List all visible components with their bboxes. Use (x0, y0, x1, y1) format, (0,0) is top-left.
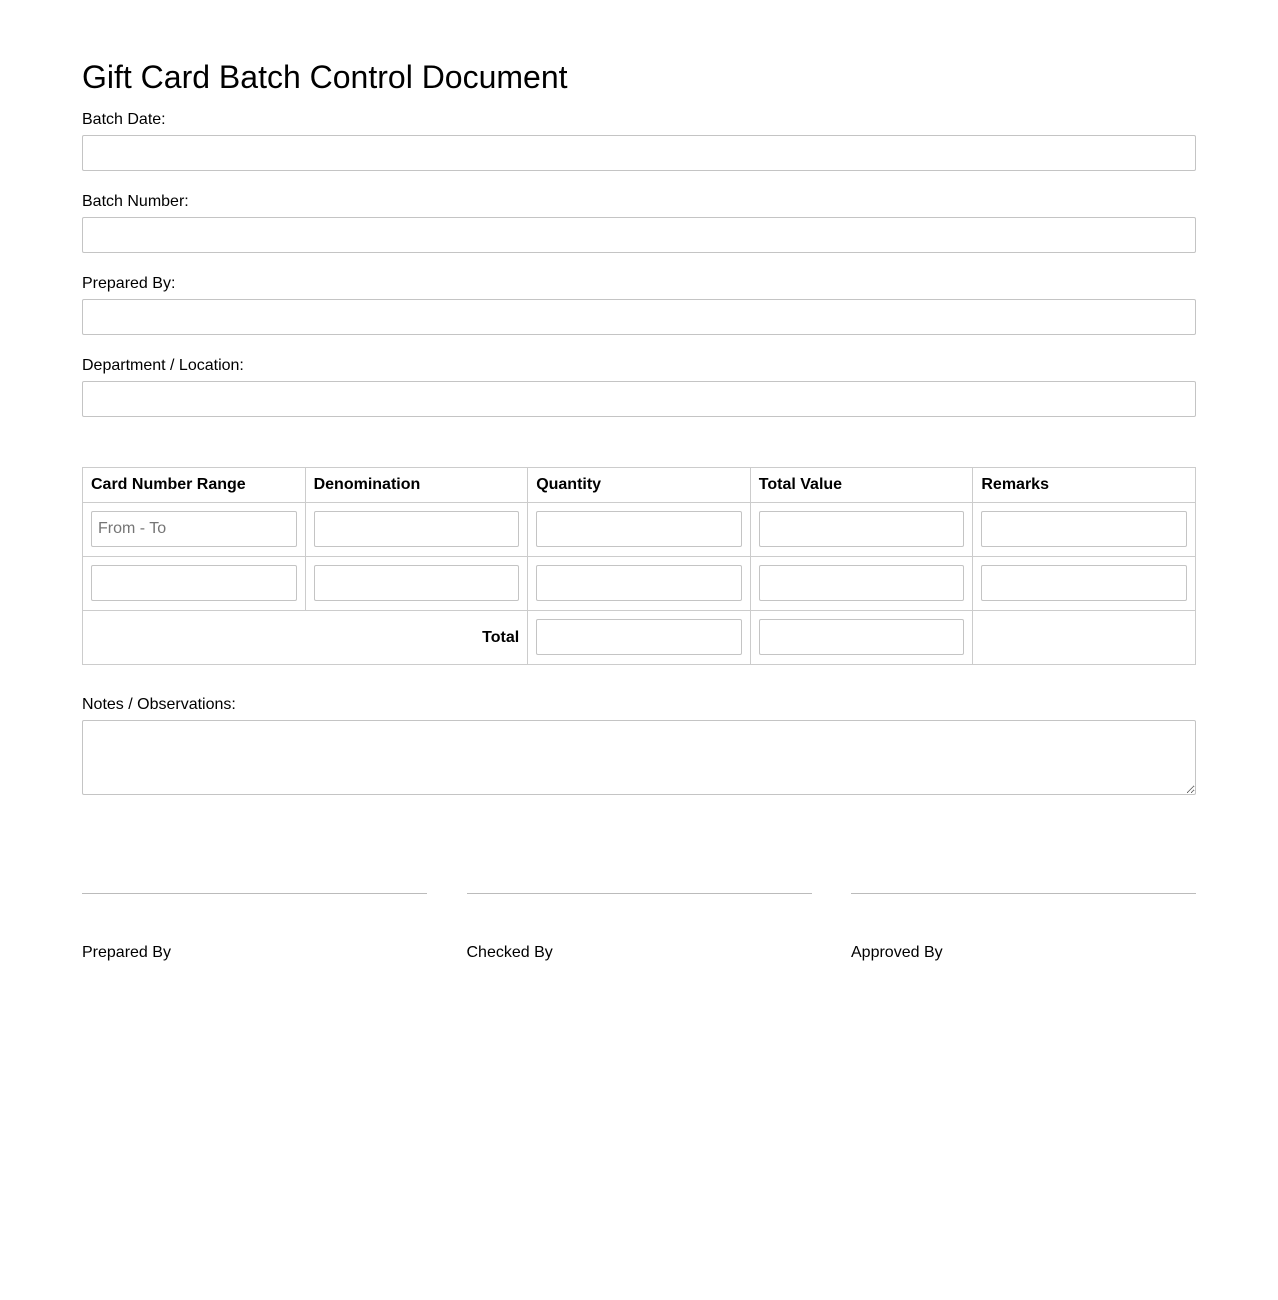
batch-date-group (82, 111, 1196, 171)
card-range-input[interactable] (91, 565, 297, 601)
table-cell (528, 503, 751, 557)
header-card-number-range: Card Number Range (83, 468, 306, 503)
batch-number-input[interactable] (82, 217, 1196, 253)
notes-label: Notes / Observations: (82, 696, 236, 713)
signature-label: Prepared By (82, 944, 171, 961)
table-total-row (83, 611, 1196, 665)
table-cell (750, 611, 973, 665)
card-range-input[interactable] (91, 511, 297, 547)
total-label: Total (83, 611, 528, 665)
signature-label: Checked By (466, 944, 553, 961)
table-cell (528, 557, 751, 611)
remarks-input[interactable] (981, 511, 1187, 547)
table-row (83, 503, 1196, 557)
total-value-input[interactable] (759, 565, 965, 601)
document-page (82, 0, 1196, 962)
batch-number-group (82, 193, 1196, 253)
table-cell (305, 557, 528, 611)
signature-line (467, 893, 812, 894)
signature-line (851, 893, 1196, 894)
batch-date-input[interactable] (82, 135, 1196, 171)
signature-section (82, 893, 1196, 962)
prepared-by-label: Prepared By: (82, 275, 176, 292)
department-location-group (82, 357, 1196, 417)
header-quantity: Quantity (528, 468, 751, 503)
department-location-input[interactable] (82, 381, 1196, 417)
table-row (83, 557, 1196, 611)
signature-checked-by (467, 893, 812, 962)
table-cell (83, 557, 306, 611)
prepared-by-input[interactable] (82, 299, 1196, 335)
page-title: Gift Card Batch Control Document (82, 59, 568, 95)
notes-group (82, 696, 1196, 795)
signature-prepared-by (82, 893, 427, 962)
header-denomination: Denomination (305, 468, 528, 503)
denomination-input[interactable] (314, 565, 520, 601)
denomination-input[interactable] (314, 511, 520, 547)
signature-label: Approved By (851, 944, 943, 961)
department-location-label: Department / Location: (82, 357, 244, 374)
prepared-by-group (82, 275, 1196, 335)
batch-table (82, 467, 1196, 665)
signature-approved-by (851, 893, 1196, 962)
batch-date-label: Batch Date: (82, 111, 166, 128)
table-cell (83, 503, 306, 557)
total-quantity-input[interactable] (536, 619, 742, 655)
notes-textarea[interactable] (82, 720, 1196, 795)
batch-number-label: Batch Number: (82, 193, 189, 210)
table-cell-empty (973, 611, 1196, 665)
remarks-input[interactable] (981, 565, 1187, 601)
table-cell (528, 611, 751, 665)
quantity-input[interactable] (536, 565, 742, 601)
table-cell (305, 503, 528, 557)
total-value-input[interactable] (759, 511, 965, 547)
table-header-row (83, 468, 1196, 503)
header-remarks: Remarks (973, 468, 1196, 503)
signature-line (82, 893, 427, 894)
table-cell (750, 557, 973, 611)
table-cell (750, 503, 973, 557)
quantity-input[interactable] (536, 511, 742, 547)
table-cell (973, 557, 1196, 611)
header-total-value: Total Value (750, 468, 973, 503)
table-cell (973, 503, 1196, 557)
total-value-sum-input[interactable] (759, 619, 965, 655)
